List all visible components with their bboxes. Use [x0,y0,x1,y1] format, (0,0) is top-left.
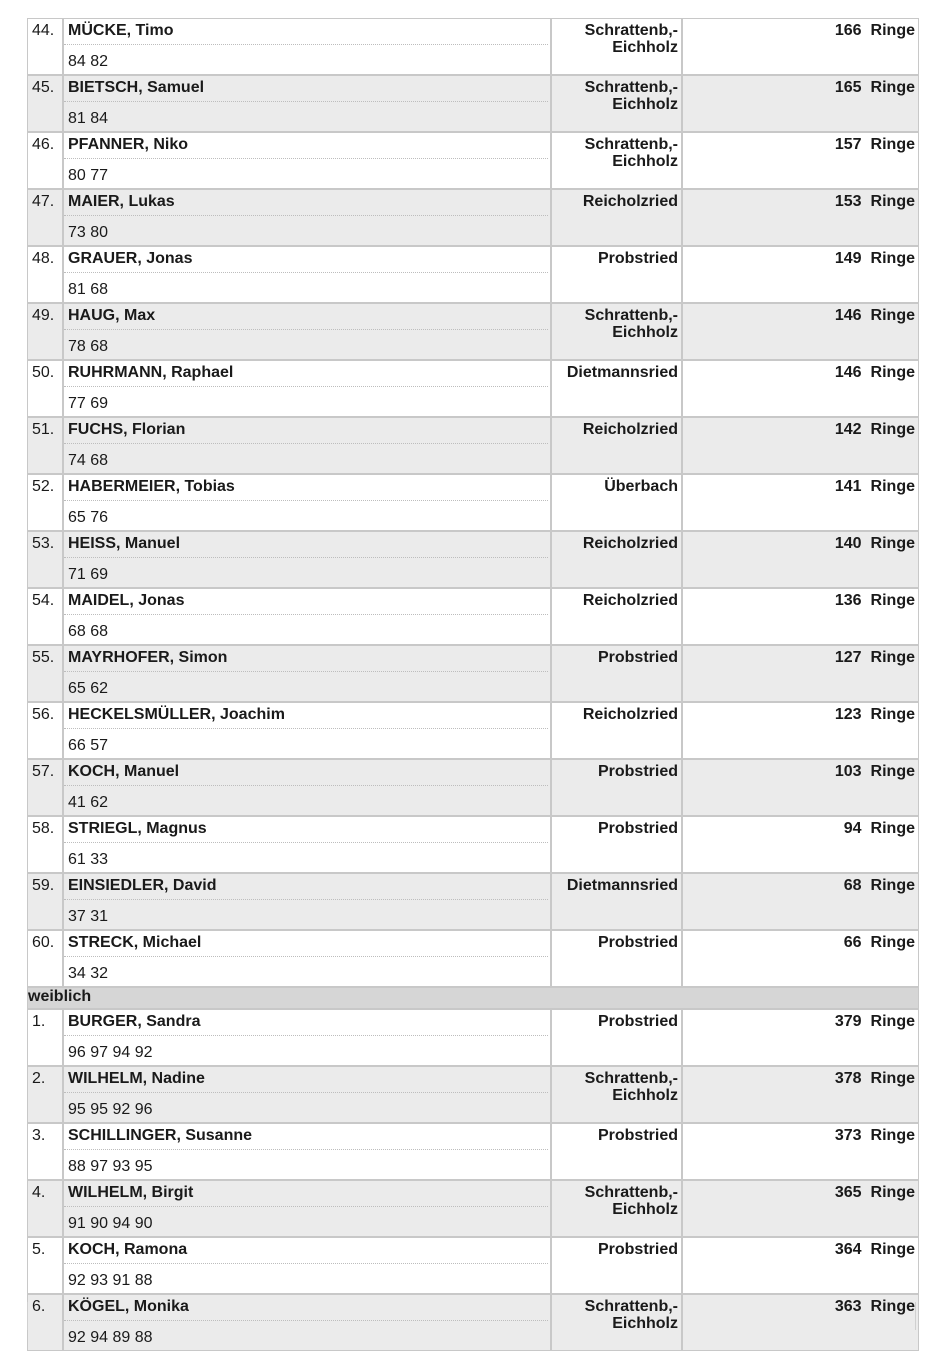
club-cell: Probstried [551,1123,682,1180]
score-cell [682,246,919,303]
series-scores: 91 90 94 90 [68,1215,153,1232]
table-row [27,1009,919,1066]
series-scores: 65 62 [68,680,109,697]
score-cell [682,303,919,360]
unit-label: Ringe [870,1070,915,1087]
club-cell: Probstried [551,816,682,873]
shooter-name: MÜCKE, Timo [64,19,548,45]
series-scores: 84 82 [68,53,109,70]
club-cell: Schrattenb,- Eichholz [551,1294,682,1351]
total-points: 157 [834,136,862,153]
unit-label: Ringe [870,250,915,267]
rank-cell: 50. [27,360,63,417]
club-cell: Dietmannsried [551,360,682,417]
shooter-name: SCHILLINGER, Susanne [64,1124,548,1150]
series-scores: 34 32 [68,965,109,982]
club-cell: Überbach [551,474,682,531]
score-cell [682,588,919,645]
shooter-name: RUHRMANN, Raphael [64,361,548,387]
rank-cell: 1. [27,1009,63,1066]
score-cell [682,1180,919,1237]
rank-cell: 60. [27,930,63,987]
unit-label: Ringe [870,193,915,210]
unit-label: Ringe [870,364,915,381]
club-cell: Schrattenb,- Eichholz [551,75,682,132]
club-cell: Probstried [551,645,682,702]
unit-label: Ringe [870,706,915,723]
shooter-name: WILHELM, Birgit [64,1181,548,1207]
rank-cell: 44. [27,18,63,75]
name-cell [63,930,551,987]
club-cell: Schrattenb,- Eichholz [551,132,682,189]
score-cell [682,1009,919,1066]
series-scores: 41 62 [68,794,109,811]
score-cell [682,873,919,930]
shooter-name: HECKELSMÜLLER, Joachim [64,703,548,729]
name-cell [63,132,551,189]
name-cell [63,75,551,132]
total-points: 141 [834,478,862,495]
series-scores: 80 77 [68,167,109,184]
club-cell: Schrattenb,- Eichholz [551,1180,682,1237]
club-cell: Schrattenb,- Eichholz [551,303,682,360]
series-scores: 78 68 [68,338,109,355]
score-cell [682,360,919,417]
table-row [27,1066,919,1123]
total-points: 94 [843,820,862,837]
name-cell [63,702,551,759]
series-scores: 81 84 [68,110,109,127]
table-row [27,930,919,987]
score-cell [682,816,919,873]
score-cell [682,18,919,75]
shooter-name: KÖGEL, Monika [64,1295,548,1321]
rank-cell: 3. [27,1123,63,1180]
rank-cell: 58. [27,816,63,873]
results-female-body [27,1009,919,1351]
unit-label: Ringe [870,79,915,96]
total-points: 66 [843,934,862,951]
total-points: 127 [834,649,862,666]
name-cell [63,246,551,303]
unit-label: Ringe [870,136,915,153]
rank-cell: 48. [27,246,63,303]
table-row [27,246,919,303]
shooter-name: KOCH, Ramona [64,1238,548,1264]
unit-label: Ringe [870,820,915,837]
score-cell [682,531,919,588]
name-cell [63,588,551,645]
club-cell: Probstried [551,1237,682,1294]
shooter-name: HEISS, Manuel [64,532,548,558]
unit-label: Ringe [870,421,915,438]
club-cell: Reicholzried [551,702,682,759]
series-scores: 74 68 [68,452,109,469]
name-cell [63,303,551,360]
unit-label: Ringe [870,592,915,609]
name-cell [63,759,551,816]
name-cell [63,1237,551,1294]
unit-label: Ringe [870,535,915,552]
shooter-name: PFANNER, Niko [64,133,548,159]
series-scores: 65 76 [68,509,109,526]
total-points: 140 [834,535,862,552]
series-scores: 95 95 92 96 [68,1101,153,1118]
score-cell [682,702,919,759]
score-cell [682,930,919,987]
total-points: 68 [843,877,862,894]
shooter-name: MAIER, Lukas [64,190,548,216]
shooter-name: GRAUER, Jonas [64,247,548,273]
unit-label: Ringe [870,763,915,780]
name-cell [63,873,551,930]
total-points: 378 [834,1070,862,1087]
rank-cell: 5. [27,1237,63,1294]
shooter-name: WILHELM, Nadine [64,1067,548,1093]
club-cell: Probstried [551,246,682,303]
rank-cell: 56. [27,702,63,759]
series-scores: 88 97 93 95 [68,1158,153,1175]
score-cell [682,759,919,816]
rank-cell: 59. [27,873,63,930]
name-cell [63,1066,551,1123]
table-row [27,1237,919,1294]
unit-label: Ringe [870,1127,915,1144]
table-row [27,360,919,417]
name-cell [63,1180,551,1237]
table-row [27,417,919,474]
score-cell [682,1066,919,1123]
club-cell: Reicholzried [551,531,682,588]
club-cell: Reicholzried [551,189,682,246]
unit-label: Ringe [870,877,915,894]
score-cell [682,75,919,132]
shooter-name: STRIEGL, Magnus [64,817,548,843]
score-cell [682,1237,919,1294]
section-header-body [27,987,919,1009]
name-cell [63,474,551,531]
total-points: 365 [834,1184,862,1201]
rank-cell: 57. [27,759,63,816]
shooter-name: HAUG, Max [64,304,548,330]
series-scores: 66 57 [68,737,109,754]
name-cell [63,1123,551,1180]
total-points: 153 [834,193,862,210]
series-scores: 73 80 [68,224,109,241]
table-row [27,303,919,360]
club-cell: Schrattenb,- Eichholz [551,18,682,75]
shooter-name: FUCHS, Florian [64,418,548,444]
table-continuation [27,1302,916,1330]
total-points: 166 [834,22,862,39]
unit-label: Ringe [870,478,915,495]
club-cell: Probstried [551,930,682,987]
unit-label: Ringe [870,1013,915,1030]
club-cell: Reicholzried [551,588,682,645]
series-scores: 92 94 89 88 [68,1329,153,1346]
results-table [27,18,919,1351]
unit-label: Ringe [870,649,915,666]
series-scores: 68 68 [68,623,109,640]
name-cell [63,189,551,246]
total-points: 146 [834,307,862,324]
table-row [27,1180,919,1237]
total-points: 142 [834,421,862,438]
table-row [27,132,919,189]
total-points: 136 [834,592,862,609]
total-points: 146 [834,364,862,381]
series-scores: 81 68 [68,281,109,298]
rank-cell: 53. [27,531,63,588]
series-scores: 92 93 91 88 [68,1272,153,1289]
name-cell [63,417,551,474]
results-male-body [27,18,919,987]
series-scores: 61 33 [68,851,109,868]
name-cell [63,360,551,417]
name-cell [63,816,551,873]
score-cell [682,417,919,474]
series-scores: 77 69 [68,395,109,412]
unit-label: Ringe [870,1298,915,1315]
table-row [27,588,919,645]
rank-cell: 2. [27,1066,63,1123]
table-row [27,1123,919,1180]
score-cell [682,132,919,189]
rank-cell: 52. [27,474,63,531]
unit-label: Ringe [870,22,915,39]
table-row [27,816,919,873]
total-points: 149 [834,250,862,267]
shooter-name: BIETSCH, Samuel [64,76,548,102]
name-cell [63,645,551,702]
table-row [27,702,919,759]
series-scores: 71 69 [68,566,109,583]
shooter-name: HABERMEIER, Tobias [64,475,548,501]
rank-cell: 49. [27,303,63,360]
section-header-row [27,987,919,1009]
table-row [27,474,919,531]
table-row [27,531,919,588]
shooter-name: EINSIEDLER, David [64,874,548,900]
table-row [27,18,919,75]
total-points: 373 [834,1127,862,1144]
name-cell [63,18,551,75]
series-scores: 37 31 [68,908,109,925]
shooter-name: MAIDEL, Jonas [64,589,548,615]
shooter-name: KOCH, Manuel [64,760,548,786]
shooter-name: MAYRHOFER, Simon [64,646,548,672]
series-scores: 96 97 94 92 [68,1044,153,1061]
total-points: 123 [834,706,862,723]
table-row [27,75,919,132]
total-points: 379 [834,1013,862,1030]
unit-label: Ringe [870,1184,915,1201]
rank-cell: 47. [27,189,63,246]
total-points: 363 [834,1298,862,1315]
table-row [27,759,919,816]
score-cell [682,645,919,702]
score-cell [682,474,919,531]
name-cell [63,1009,551,1066]
club-cell: Schrattenb,- Eichholz [551,1066,682,1123]
total-points: 103 [834,763,862,780]
name-cell [63,531,551,588]
table-row [27,189,919,246]
unit-label: Ringe [870,1241,915,1258]
rank-cell: 51. [27,417,63,474]
rank-cell: 46. [27,132,63,189]
rank-cell: 55. [27,645,63,702]
club-cell: Probstried [551,1009,682,1066]
unit-label: Ringe [870,307,915,324]
table-row [27,873,919,930]
score-cell [682,189,919,246]
rank-cell: 45. [27,75,63,132]
unit-label: Ringe [870,934,915,951]
table-row [27,645,919,702]
total-points: 165 [834,79,862,96]
score-cell [682,1123,919,1180]
shooter-name: STRECK, Michael [64,931,548,957]
rank-cell: 4. [27,1180,63,1237]
section-weiblich: weiblich [27,987,919,1009]
total-points: 364 [834,1241,862,1258]
club-cell: Probstried [551,759,682,816]
club-cell: Dietmannsried [551,873,682,930]
rank-cell: 54. [27,588,63,645]
club-cell: Reicholzried [551,417,682,474]
shooter-name: BURGER, Sandra [64,1010,548,1036]
rank-cell: 6. [27,1294,63,1351]
